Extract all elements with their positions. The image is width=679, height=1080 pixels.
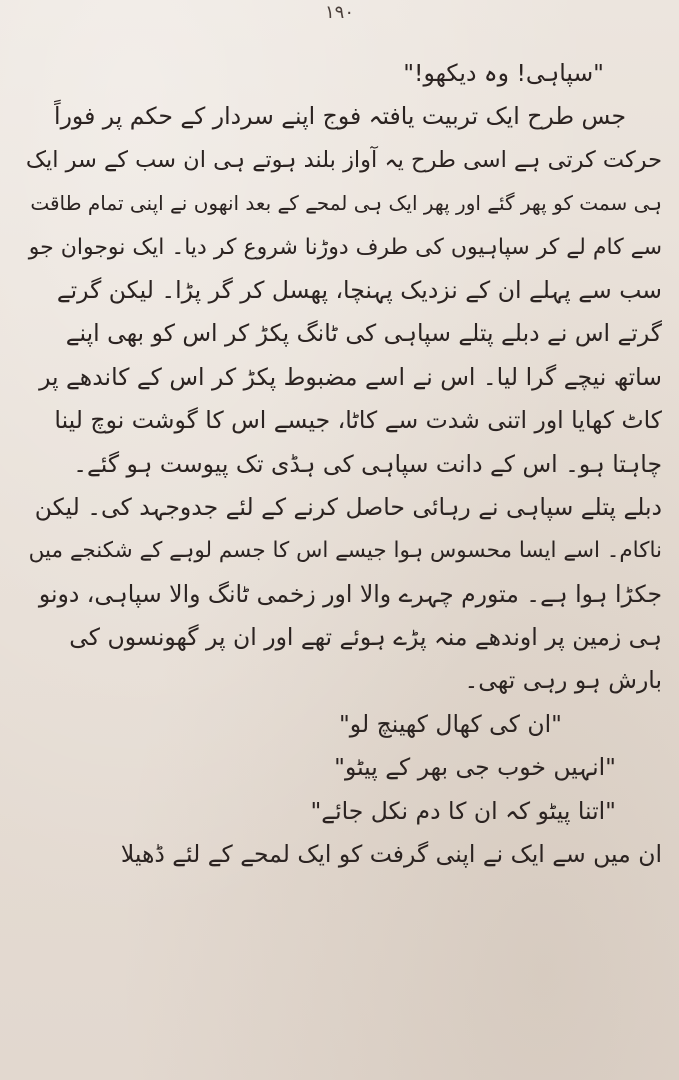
page-number: ۱۹۰: [324, 2, 354, 23]
paragraph-line: جس طرح ایک تربیت یافتہ فوج اپنے سردار کے حکم پر فوراً: [54, 102, 626, 131]
dialogue-line: "ان کی کھال کھینچ لو": [339, 709, 562, 738]
paragraph-line: سب سے پہلے ان کے نزدیک پہنچا، پھسل کر گر پڑا۔ لیکن گرتے: [56, 275, 662, 304]
dialogue-line: "اتنا پیٹو کہ ان کا دم نکل جائے": [310, 796, 616, 825]
body-text: [24, 52, 662, 876]
paragraph-line: ان میں سے ایک نے اپنی گرفت کو ایک لمحے کے لئے ڈھیلا: [120, 840, 662, 869]
paragraph-line: جکڑا ہوا ہے۔ متورم چہرے والا اور زخمی ٹانگ والا سپاہی، دونو: [38, 579, 662, 608]
dialogue-line: "انہیں خوب جی بھر کے پیٹو": [334, 753, 616, 782]
paragraph-line: کاٹ کھایا اور اتنی شدت سے کاٹا، جیسے اس کا گوشت نوچ لینا: [54, 406, 662, 435]
paragraph-line: ہی زمین پر اوندھے منہ پڑے ہوئے تھے اور ان پر گھونسوں کی: [69, 623, 662, 652]
paragraph-line: ہی سمت کو پھر گئے اور پھر ایک ہی لمحے کے بعد انھوں نے اپنی تمام طاقت: [30, 191, 662, 216]
paragraph-line: بارش ہو رہی تھی۔: [464, 666, 662, 695]
paragraph-line: ناکام۔ اسے ایسا محسوس ہوا جیسے اس کا جسم لوہے کے شکنجے میں: [28, 538, 662, 564]
paragraph-line: چاہتا ہو۔ اس کے دانت سپاہی کی ہڈی تک پیوست ہو گئے۔: [73, 449, 662, 478]
paragraph-line: گرتے اس نے دبلے پتلے سپاہی کی ٹانگ پکڑ کر اس کو بھی اپنے: [65, 319, 662, 348]
dialogue-heading-line: "سپاہی! وہ دیکھو!": [403, 59, 604, 87]
paragraph-line: حرکت کرتی ہے اسی طرح یہ آواز بلند ہوتے ہی ان سب کے سر ایک: [25, 146, 662, 173]
paragraph-line: ساتھ نیچے گرا لیا۔ اس نے اسے مضبوط پکڑ کر اس کے کاندھے پر: [39, 362, 662, 391]
paragraph-line: سے کام لے کر سپاہیوں کی طرف دوڑنا شروع کر دیا۔ ایک نوجوان جو: [28, 234, 662, 260]
paragraph-line: دبلے پتلے سپاہی نے رہائی حاصل کرنے کے لئے جدوجہد کی۔ لیکن: [34, 492, 662, 521]
